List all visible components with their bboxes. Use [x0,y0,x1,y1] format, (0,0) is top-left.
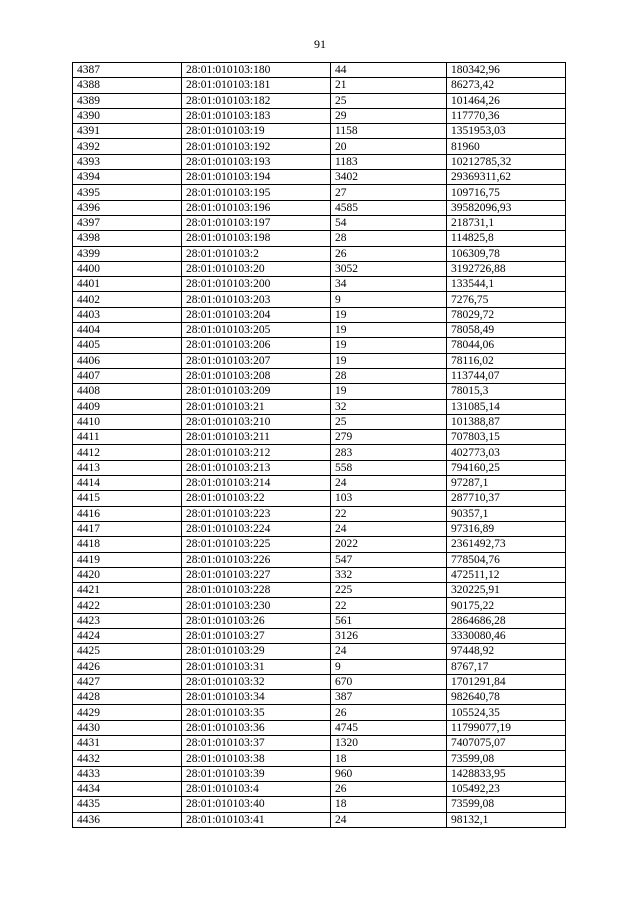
value-cell: 101464,26 [447,93,566,108]
value-cell: 131085,14 [447,399,566,414]
value-cell: 180342,96 [447,63,566,78]
area-cell: 29 [331,108,447,123]
cadastral-number-cell: 28:01:010103:34 [182,690,331,705]
row-number-cell: 4398 [73,231,182,246]
table-row [73,583,566,598]
table-row [73,690,566,705]
value-cell: 133544,1 [447,277,566,292]
value-cell: 78029,72 [447,307,566,322]
table-row [73,674,566,689]
area-cell: 26 [331,705,447,720]
cadastral-number-cell: 28:01:010103:211 [182,430,331,445]
row-number-cell: 4411 [73,430,182,445]
row-number-cell: 4435 [73,797,182,812]
area-cell: 19 [331,307,447,322]
area-cell: 547 [331,552,447,567]
value-cell: 78044,06 [447,338,566,353]
row-number-cell: 4434 [73,781,182,796]
value-cell: 7407075,07 [447,736,566,751]
value-cell: 90357,1 [447,506,566,521]
value-cell: 10212785,32 [447,154,566,169]
area-cell: 28 [331,368,447,383]
row-number-cell: 4428 [73,690,182,705]
row-number-cell: 4387 [73,63,182,78]
cadastral-number-cell: 28:01:010103:21 [182,399,331,414]
table-row [73,613,566,628]
table-row [73,552,566,567]
area-cell: 4745 [331,720,447,735]
table-row [73,781,566,796]
row-number-cell: 4409 [73,399,182,414]
value-cell: 1701291,84 [447,674,566,689]
value-cell: 105492,23 [447,781,566,796]
table-row [73,506,566,521]
table-row [73,200,566,215]
value-cell: 2864686,28 [447,613,566,628]
table-row [73,261,566,276]
cadastral-number-cell: 28:01:010103:213 [182,460,331,475]
area-cell: 24 [331,644,447,659]
row-number-cell: 4427 [73,674,182,689]
cadastral-number-cell: 28:01:010103:205 [182,323,331,338]
row-number-cell: 4389 [73,93,182,108]
value-cell: 218731,1 [447,215,566,230]
table-row [73,766,566,781]
area-cell: 19 [331,384,447,399]
table-row [73,108,566,123]
value-cell: 1351953,03 [447,124,566,139]
row-number-cell: 4390 [73,108,182,123]
table-row [73,231,566,246]
area-cell: 19 [331,338,447,353]
value-cell: 73599,08 [447,751,566,766]
value-cell: 97287,1 [447,476,566,491]
cadastral-number-cell: 28:01:010103:194 [182,170,331,185]
table-row [73,124,566,139]
cadastral-number-cell: 28:01:010103:2 [182,246,331,261]
table-row [73,170,566,185]
cadastral-number-cell: 28:01:010103:37 [182,736,331,751]
cadastral-number-cell: 28:01:010103:224 [182,521,331,536]
cadastral-number-cell: 28:01:010103:204 [182,307,331,322]
row-number-cell: 4417 [73,521,182,536]
page-number: 91 [314,37,326,51]
area-cell: 225 [331,583,447,598]
cadastral-number-cell: 28:01:010103:41 [182,812,331,827]
row-number-cell: 4401 [73,277,182,292]
row-number-cell: 4422 [73,598,182,613]
table-row [73,154,566,169]
area-cell: 2022 [331,537,447,552]
row-number-cell: 4391 [73,124,182,139]
area-cell: 27 [331,185,447,200]
table-row [73,338,566,353]
table-row [73,797,566,812]
table-row [73,78,566,93]
area-cell: 558 [331,460,447,475]
value-cell: 113744,07 [447,368,566,383]
row-number-cell: 4423 [73,613,182,628]
area-cell: 3052 [331,261,447,276]
table-row [73,139,566,154]
table-row [73,277,566,292]
row-number-cell: 4407 [73,368,182,383]
area-cell: 9 [331,292,447,307]
row-number-cell: 4404 [73,323,182,338]
cadastral-number-cell: 28:01:010103:39 [182,766,331,781]
row-number-cell: 4433 [73,766,182,781]
cadastral-number-cell: 28:01:010103:183 [182,108,331,123]
area-cell: 1183 [331,154,447,169]
row-number-cell: 4425 [73,644,182,659]
cadastral-number-cell: 28:01:010103:192 [182,139,331,154]
value-cell: 105524,35 [447,705,566,720]
value-cell: 2361492,73 [447,537,566,552]
value-cell: 707803,15 [447,430,566,445]
cadastral-number-cell: 28:01:010103:206 [182,338,331,353]
cadastral-number-cell: 28:01:010103:27 [182,628,331,643]
area-cell: 25 [331,93,447,108]
value-cell: 11799077,19 [447,720,566,735]
table-row [73,644,566,659]
value-cell: 78015,3 [447,384,566,399]
table-row [73,368,566,383]
value-cell: 81960 [447,139,566,154]
area-cell: 561 [331,613,447,628]
cadastral-number-cell: 28:01:010103:32 [182,674,331,689]
row-number-cell: 4399 [73,246,182,261]
value-cell: 3330080,46 [447,628,566,643]
cadastral-number-cell: 28:01:010103:228 [182,583,331,598]
cadastral-number-cell: 28:01:010103:195 [182,185,331,200]
row-number-cell: 4418 [73,537,182,552]
value-cell: 7276,75 [447,292,566,307]
row-number-cell: 4393 [73,154,182,169]
area-cell: 22 [331,598,447,613]
value-cell: 320225,91 [447,583,566,598]
area-cell: 25 [331,414,447,429]
cadastral-number-cell: 28:01:010103:212 [182,445,331,460]
value-cell: 794160,25 [447,460,566,475]
table-row [73,659,566,674]
value-cell: 114825,8 [447,231,566,246]
row-number-cell: 4388 [73,78,182,93]
cadastral-number-cell: 28:01:010103:230 [182,598,331,613]
table-row [73,445,566,460]
cadastral-number-cell: 28:01:010103:22 [182,491,331,506]
registry-table-body [73,63,566,828]
row-number-cell: 4400 [73,261,182,276]
cadastral-number-cell: 28:01:010103:31 [182,659,331,674]
area-cell: 19 [331,353,447,368]
area-cell: 18 [331,751,447,766]
value-cell: 101388,87 [447,414,566,429]
row-number-cell: 4420 [73,567,182,582]
row-number-cell: 4412 [73,445,182,460]
value-cell: 39582096,93 [447,200,566,215]
cadastral-number-cell: 28:01:010103:36 [182,720,331,735]
cadastral-number-cell: 28:01:010103:181 [182,78,331,93]
area-cell: 670 [331,674,447,689]
area-cell: 24 [331,476,447,491]
row-number-cell: 4413 [73,460,182,475]
row-number-cell: 4432 [73,751,182,766]
table-row [73,384,566,399]
row-number-cell: 4436 [73,812,182,827]
table-row [73,430,566,445]
value-cell: 97448,92 [447,644,566,659]
row-number-cell: 4415 [73,491,182,506]
area-cell: 4585 [331,200,447,215]
registry-table [72,62,566,828]
value-cell: 98132,1 [447,812,566,827]
table-row [73,93,566,108]
row-number-cell: 4392 [73,139,182,154]
table-row [73,521,566,536]
area-cell: 332 [331,567,447,582]
table-row [73,63,566,78]
value-cell: 109716,75 [447,185,566,200]
area-cell: 1158 [331,124,447,139]
row-number-cell: 4429 [73,705,182,720]
table-row [73,476,566,491]
table-row [73,567,566,582]
table-row [73,598,566,613]
cadastral-number-cell: 28:01:010103:198 [182,231,331,246]
area-cell: 28 [331,231,447,246]
area-cell: 20 [331,139,447,154]
area-cell: 3126 [331,628,447,643]
value-cell: 287710,37 [447,491,566,506]
table-row [73,537,566,552]
area-cell: 26 [331,781,447,796]
row-number-cell: 4402 [73,292,182,307]
row-number-cell: 4396 [73,200,182,215]
cadastral-number-cell: 28:01:010103:200 [182,277,331,292]
area-cell: 32 [331,399,447,414]
value-cell: 97316,89 [447,521,566,536]
cadastral-number-cell: 28:01:010103:180 [182,63,331,78]
row-number-cell: 4406 [73,353,182,368]
cadastral-number-cell: 28:01:010103:226 [182,552,331,567]
table-row [73,812,566,827]
cadastral-number-cell: 28:01:010103:29 [182,644,331,659]
area-cell: 283 [331,445,447,460]
area-cell: 279 [331,430,447,445]
row-number-cell: 4395 [73,185,182,200]
table-row [73,215,566,230]
cadastral-number-cell: 28:01:010103:182 [182,93,331,108]
table-row [73,705,566,720]
table-row [73,720,566,735]
row-number-cell: 4405 [73,338,182,353]
table-row [73,185,566,200]
table-row [73,736,566,751]
area-cell: 1320 [331,736,447,751]
cadastral-number-cell: 28:01:010103:38 [182,751,331,766]
cadastral-number-cell: 28:01:010103:207 [182,353,331,368]
area-cell: 22 [331,506,447,521]
cadastral-number-cell: 28:01:010103:210 [182,414,331,429]
value-cell: 472511,12 [447,567,566,582]
area-cell: 21 [331,78,447,93]
table-row [73,460,566,475]
value-cell: 402773,03 [447,445,566,460]
row-number-cell: 4403 [73,307,182,322]
cadastral-number-cell: 28:01:010103:209 [182,384,331,399]
row-number-cell: 4394 [73,170,182,185]
cadastral-number-cell: 28:01:010103:203 [182,292,331,307]
cadastral-number-cell: 28:01:010103:227 [182,567,331,582]
table-row [73,399,566,414]
cadastral-number-cell: 28:01:010103:197 [182,215,331,230]
value-cell: 778504,76 [447,552,566,567]
area-cell: 34 [331,277,447,292]
row-number-cell: 4426 [73,659,182,674]
cadastral-number-cell: 28:01:010103:20 [182,261,331,276]
table-row [73,751,566,766]
value-cell: 90175,22 [447,598,566,613]
area-cell: 103 [331,491,447,506]
table-row [73,491,566,506]
value-cell: 1428833,95 [447,766,566,781]
cadastral-number-cell: 28:01:010103:35 [182,705,331,720]
value-cell: 106309,78 [447,246,566,261]
cadastral-number-cell: 28:01:010103:193 [182,154,331,169]
area-cell: 387 [331,690,447,705]
cadastral-number-cell: 28:01:010103:4 [182,781,331,796]
row-number-cell: 4419 [73,552,182,567]
table-row [73,307,566,322]
value-cell: 86273,42 [447,78,566,93]
row-number-cell: 4430 [73,720,182,735]
area-cell: 44 [331,63,447,78]
cadastral-number-cell: 28:01:010103:40 [182,797,331,812]
row-number-cell: 4431 [73,736,182,751]
value-cell: 29369311,62 [447,170,566,185]
table-row [73,246,566,261]
value-cell: 73599,08 [447,797,566,812]
area-cell: 54 [331,215,447,230]
area-cell: 26 [331,246,447,261]
value-cell: 117770,36 [447,108,566,123]
table-row [73,292,566,307]
row-number-cell: 4421 [73,583,182,598]
row-number-cell: 4416 [73,506,182,521]
table-row [73,414,566,429]
cadastral-number-cell: 28:01:010103:225 [182,537,331,552]
cadastral-number-cell: 28:01:010103:208 [182,368,331,383]
area-cell: 3402 [331,170,447,185]
area-cell: 24 [331,521,447,536]
row-number-cell: 4397 [73,215,182,230]
value-cell: 3192726,88 [447,261,566,276]
area-cell: 24 [331,812,447,827]
row-number-cell: 4408 [73,384,182,399]
row-number-cell: 4410 [73,414,182,429]
value-cell: 78116,02 [447,353,566,368]
table-row [73,323,566,338]
area-cell: 18 [331,797,447,812]
table-row [73,628,566,643]
table-row [73,353,566,368]
area-cell: 9 [331,659,447,674]
row-number-cell: 4424 [73,628,182,643]
cadastral-number-cell: 28:01:010103:223 [182,506,331,521]
value-cell: 8767,17 [447,659,566,674]
area-cell: 19 [331,323,447,338]
cadastral-number-cell: 28:01:010103:19 [182,124,331,139]
row-number-cell: 4414 [73,476,182,491]
cadastral-number-cell: 28:01:010103:26 [182,613,331,628]
cadastral-number-cell: 28:01:010103:214 [182,476,331,491]
value-cell: 78058,49 [447,323,566,338]
area-cell: 960 [331,766,447,781]
value-cell: 982640,78 [447,690,566,705]
cadastral-number-cell: 28:01:010103:196 [182,200,331,215]
